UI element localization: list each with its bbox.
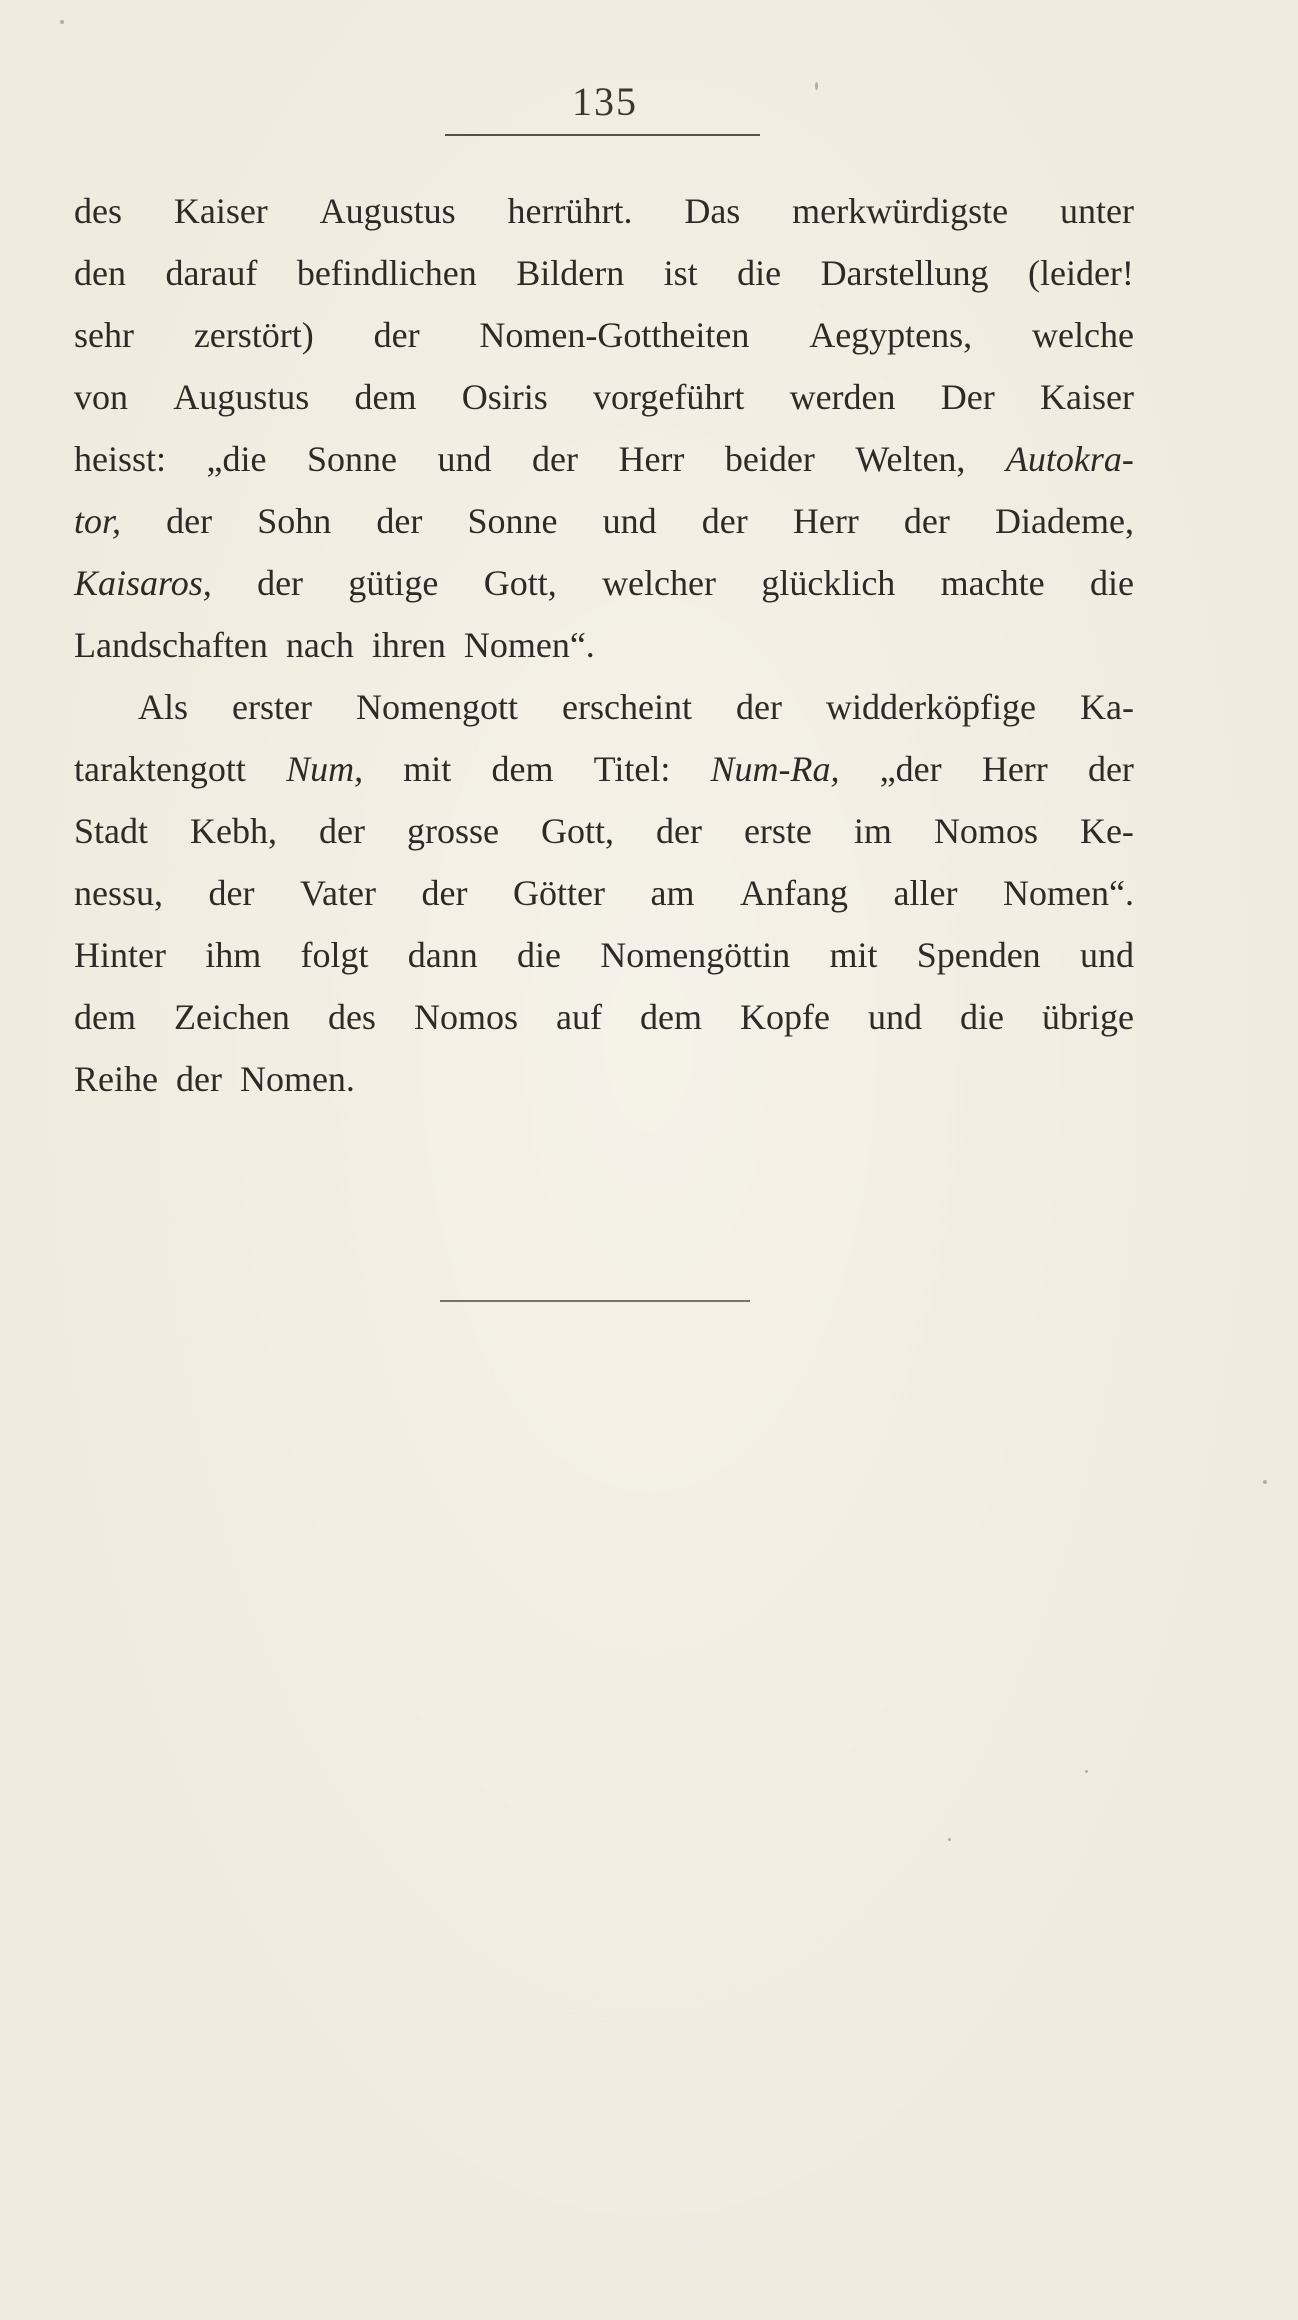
- body-text: [74, 180, 1134, 1110]
- text-word: der: [376, 501, 423, 541]
- text-word: erster: [232, 687, 312, 727]
- text-word: die: [1089, 563, 1134, 603]
- text-word: Autokra-: [1005, 439, 1134, 479]
- text-word: Num,: [286, 749, 364, 789]
- text-word: von: [74, 377, 128, 417]
- text-line: [74, 366, 1134, 428]
- text-word: Welten,: [855, 439, 966, 479]
- text-word: Götter: [513, 873, 605, 913]
- text-word: die: [737, 253, 782, 293]
- text-word: Osiris: [461, 377, 548, 417]
- text-line: [74, 800, 1134, 862]
- text-line: [74, 490, 1134, 552]
- text-word: Augustus: [173, 377, 310, 417]
- text-word: Diademe,: [995, 501, 1134, 541]
- text-word: Aegyptens,: [809, 315, 973, 355]
- text-word: Nomos: [933, 811, 1038, 851]
- text-word: dem: [354, 377, 417, 417]
- text-word: Augustus: [319, 191, 456, 231]
- text-word: Ka-: [1079, 687, 1134, 727]
- text-word: Bildern: [516, 253, 625, 293]
- text-word: Ke-: [1079, 811, 1134, 851]
- text-word: die: [516, 935, 561, 975]
- text-word: dann: [407, 935, 478, 975]
- paper-speck: [815, 82, 818, 90]
- text-word: Gott,: [540, 811, 614, 851]
- text-word: Nomen“.: [1003, 873, 1134, 913]
- text-word: Herr: [618, 439, 685, 479]
- text-word: erste: [743, 811, 812, 851]
- text-word: Nomengöttin: [600, 935, 791, 975]
- text-word: Herr: [792, 501, 859, 541]
- text-line: [74, 428, 1134, 490]
- text-word: grosse: [406, 811, 499, 851]
- text-word: Nomen-Gottheiten: [479, 315, 750, 355]
- text-word: am: [650, 873, 695, 913]
- text-word: und: [602, 501, 657, 541]
- text-line: [74, 180, 1134, 242]
- text-word: Der: [940, 377, 995, 417]
- text-word: Nomen.: [239, 1059, 355, 1099]
- text-word: im: [853, 811, 892, 851]
- text-word: werden: [789, 377, 896, 417]
- text-word: dem: [639, 997, 702, 1037]
- paper-speck: [948, 1838, 951, 1841]
- text-word: Reihe: [74, 1059, 158, 1099]
- text-word: die: [959, 997, 1004, 1037]
- text-word: ihren: [371, 625, 446, 665]
- text-word: Das: [684, 191, 741, 231]
- text-word: des: [74, 191, 122, 231]
- text-line: [74, 614, 1134, 676]
- text-word: Sonne: [306, 439, 397, 479]
- text-word: Kaiser: [173, 191, 268, 231]
- text-word: aller: [893, 873, 958, 913]
- text-word: welcher: [602, 563, 716, 603]
- text-line: [74, 862, 1134, 924]
- text-word: Hinter: [74, 935, 166, 975]
- text-word: der: [166, 501, 213, 541]
- text-word: Kebh,: [190, 811, 277, 851]
- text-word: Darstellung: [820, 253, 989, 293]
- text-word: und: [1079, 935, 1134, 975]
- text-line: [74, 924, 1134, 986]
- text-word: der: [175, 1059, 222, 1099]
- header-rule: [445, 134, 760, 136]
- text-word: machte: [940, 563, 1045, 603]
- text-word: zerstört): [193, 315, 314, 355]
- text-word: Nomengott: [356, 687, 519, 727]
- text-word: Num-Ra,: [710, 749, 840, 789]
- text-word: dem: [74, 997, 136, 1037]
- text-word: welche: [1032, 315, 1134, 355]
- text-line: [74, 986, 1134, 1048]
- text-word: ihm: [205, 935, 262, 975]
- text-word: der: [903, 501, 950, 541]
- text-word: Spenden: [916, 935, 1041, 975]
- paper-speck: [1263, 1480, 1267, 1484]
- text-word: der: [421, 873, 468, 913]
- text-word: befindlichen: [296, 253, 477, 293]
- text-word: der: [208, 873, 255, 913]
- text-word: der: [319, 811, 365, 851]
- text-word: merkwürdigste: [792, 191, 1009, 231]
- text-word: Sonne: [467, 501, 558, 541]
- text-word: der: [531, 439, 578, 479]
- text-word: gütige: [348, 563, 439, 603]
- text-word: Herr: [981, 749, 1048, 789]
- text-word: Zeichen: [174, 997, 290, 1037]
- text-word: beider: [724, 439, 815, 479]
- text-line: [74, 304, 1134, 366]
- text-word: „der: [879, 749, 942, 789]
- text-word: Sohn: [257, 501, 332, 541]
- text-word: und: [867, 997, 922, 1037]
- text-word: folgt: [300, 935, 369, 975]
- end-rule: [440, 1300, 750, 1302]
- text-word: sehr: [74, 315, 134, 355]
- text-word: Gott,: [483, 563, 557, 603]
- text-word: Kaiser: [1040, 377, 1134, 417]
- text-word: mit: [403, 749, 452, 789]
- page-number: 135: [572, 79, 638, 124]
- text-word: des: [327, 997, 376, 1037]
- text-word: herrührt.: [507, 191, 633, 231]
- text-word: heisst:: [74, 439, 167, 479]
- text-word: und: [437, 439, 492, 479]
- text-word: tor,: [74, 501, 122, 541]
- text-word: taraktengott: [74, 749, 246, 789]
- text-word: vorgeführt: [593, 377, 745, 417]
- text-word: ist: [663, 253, 698, 293]
- paper-speck: [1085, 1770, 1088, 1773]
- text-word: nessu,: [74, 873, 163, 913]
- text-word: der: [1087, 749, 1134, 789]
- text-word: Nomen“.: [463, 625, 595, 665]
- text-line: [74, 676, 1134, 738]
- text-word: der: [655, 811, 702, 851]
- text-word: Kaisaros,: [74, 563, 212, 603]
- text-word: unter: [1059, 191, 1134, 231]
- text-word: Vater: [300, 873, 376, 913]
- text-word: glücklich: [761, 563, 896, 603]
- text-word: Nomos: [413, 997, 518, 1037]
- text-word: Anfang: [740, 873, 849, 913]
- text-word: (leider!: [1027, 253, 1134, 293]
- text-word: Titel:: [593, 749, 671, 789]
- text-word: übrige: [1041, 997, 1134, 1037]
- text-word: Stadt: [74, 811, 149, 851]
- text-word: der: [736, 687, 782, 727]
- text-word: Kopfe: [739, 997, 830, 1037]
- text-line: [74, 738, 1134, 800]
- text-line: [74, 552, 1134, 614]
- text-word: der: [373, 315, 420, 355]
- text-word: nach: [285, 625, 354, 665]
- text-line: [74, 1048, 1134, 1110]
- text-word: auf: [556, 997, 602, 1037]
- text-word: Als: [138, 687, 189, 727]
- text-word: „die: [206, 439, 267, 479]
- text-word: der: [257, 563, 304, 603]
- paper-speck: [60, 20, 64, 24]
- text-word: Landschaften: [74, 625, 268, 665]
- text-word: erscheint: [562, 687, 692, 727]
- text-word: dem: [491, 749, 554, 789]
- text-line: [74, 242, 1134, 304]
- text-word: darauf: [165, 253, 258, 293]
- text-word: mit: [829, 935, 878, 975]
- text-word: den: [74, 253, 126, 293]
- text-word: widderköpfige: [826, 687, 1036, 727]
- text-word: der: [701, 501, 748, 541]
